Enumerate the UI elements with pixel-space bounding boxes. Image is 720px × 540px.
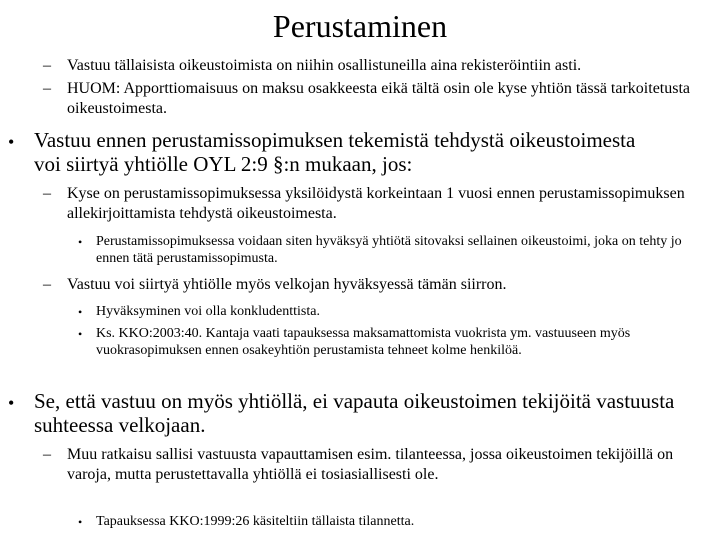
dash-bullet: – (43, 80, 51, 97)
list-item (78, 513, 698, 530)
list-item (78, 325, 708, 359)
list-item-text: Kyse on perustamissopimuksessa yksilöidystä korkeintaan 1 vuosi ennen perustamissopimuksen allekirjoittamista tehdystä oikeustoimesta. (67, 185, 685, 222)
dash-bullet: – (43, 446, 51, 463)
list-item-text: Perustamissopimuksessa voidaan siten hyväksyä yhtiötä sitovaksi sellainen oikeustoimi, joka on tehty jo ennen tätä perustamissopimusta. (96, 234, 682, 266)
round-bullet: • (8, 393, 15, 413)
list-item (8, 128, 698, 176)
list-item-text: Ks. KKO:2003:40. Kantaja vaati tapauksessa maksamattomista vuokrista ym. vastuuseen myös vuokrasopimuksen ennen osakeyhtiön perustamista tehneet kolme henkilöä. (96, 326, 631, 358)
small-bullet: • (78, 327, 83, 341)
list-item-text: Hyväksyminen voi olla konkludenttista. (96, 304, 320, 319)
list-item (43, 184, 703, 224)
list-item-text: HUOM: Apporttiomaisuus on maksu osakkeesta eikä tältä osin ole kyse yhtiön tässä tarkoitetusta oikeustoimesta. (67, 80, 691, 117)
list-item-text: Vastuu voi siirtyä yhtiölle myös velkojan hyväksyessä tämän siirron. (67, 276, 507, 293)
list-item-text: Muu ratkaisu sallisi vastuusta vapauttamisen esim. tilanteessa, jossa oikeustoimen tekijöillä on varoja, mutta perustettavalla yhtiöllä ei tosiasiallisesti ole. (67, 446, 674, 483)
list-item-text: Vastuu ennen perustamissopimuksen tekemistä tehdystä oikeustoimesta voi siirtyä yhtiölle OYL 2:9 §:n mukaan, jos: (34, 128, 636, 176)
dash-bullet: – (43, 276, 51, 293)
list-item (43, 56, 713, 76)
list-item-text: Vastuu tällaisista oikeustoimista on niihin osallistuneilla aina rekisteröintiin asti. (67, 57, 582, 74)
round-bullet: • (8, 132, 15, 152)
list-item (78, 233, 698, 267)
small-bullet: • (78, 235, 83, 249)
list-item-text: Tapauksessa KKO:1999:26 käsiteltiin tällaista tilannetta. (96, 514, 415, 529)
list-item (8, 389, 698, 437)
small-bullet: • (78, 305, 83, 319)
list-item-text: Se, että vastuu on myös yhtiöllä, ei vapauta oikeustoimen tekijöitä vastuusta suhteessa velkojaan. (34, 389, 675, 437)
slide-title: Perustaminen (272, 8, 448, 44)
list-item (43, 79, 713, 119)
dash-bullet: – (43, 57, 51, 74)
list-item (78, 303, 698, 320)
small-bullet: • (78, 515, 83, 529)
list-item (43, 275, 713, 295)
dash-bullet: – (43, 185, 51, 202)
list-item (43, 445, 713, 485)
